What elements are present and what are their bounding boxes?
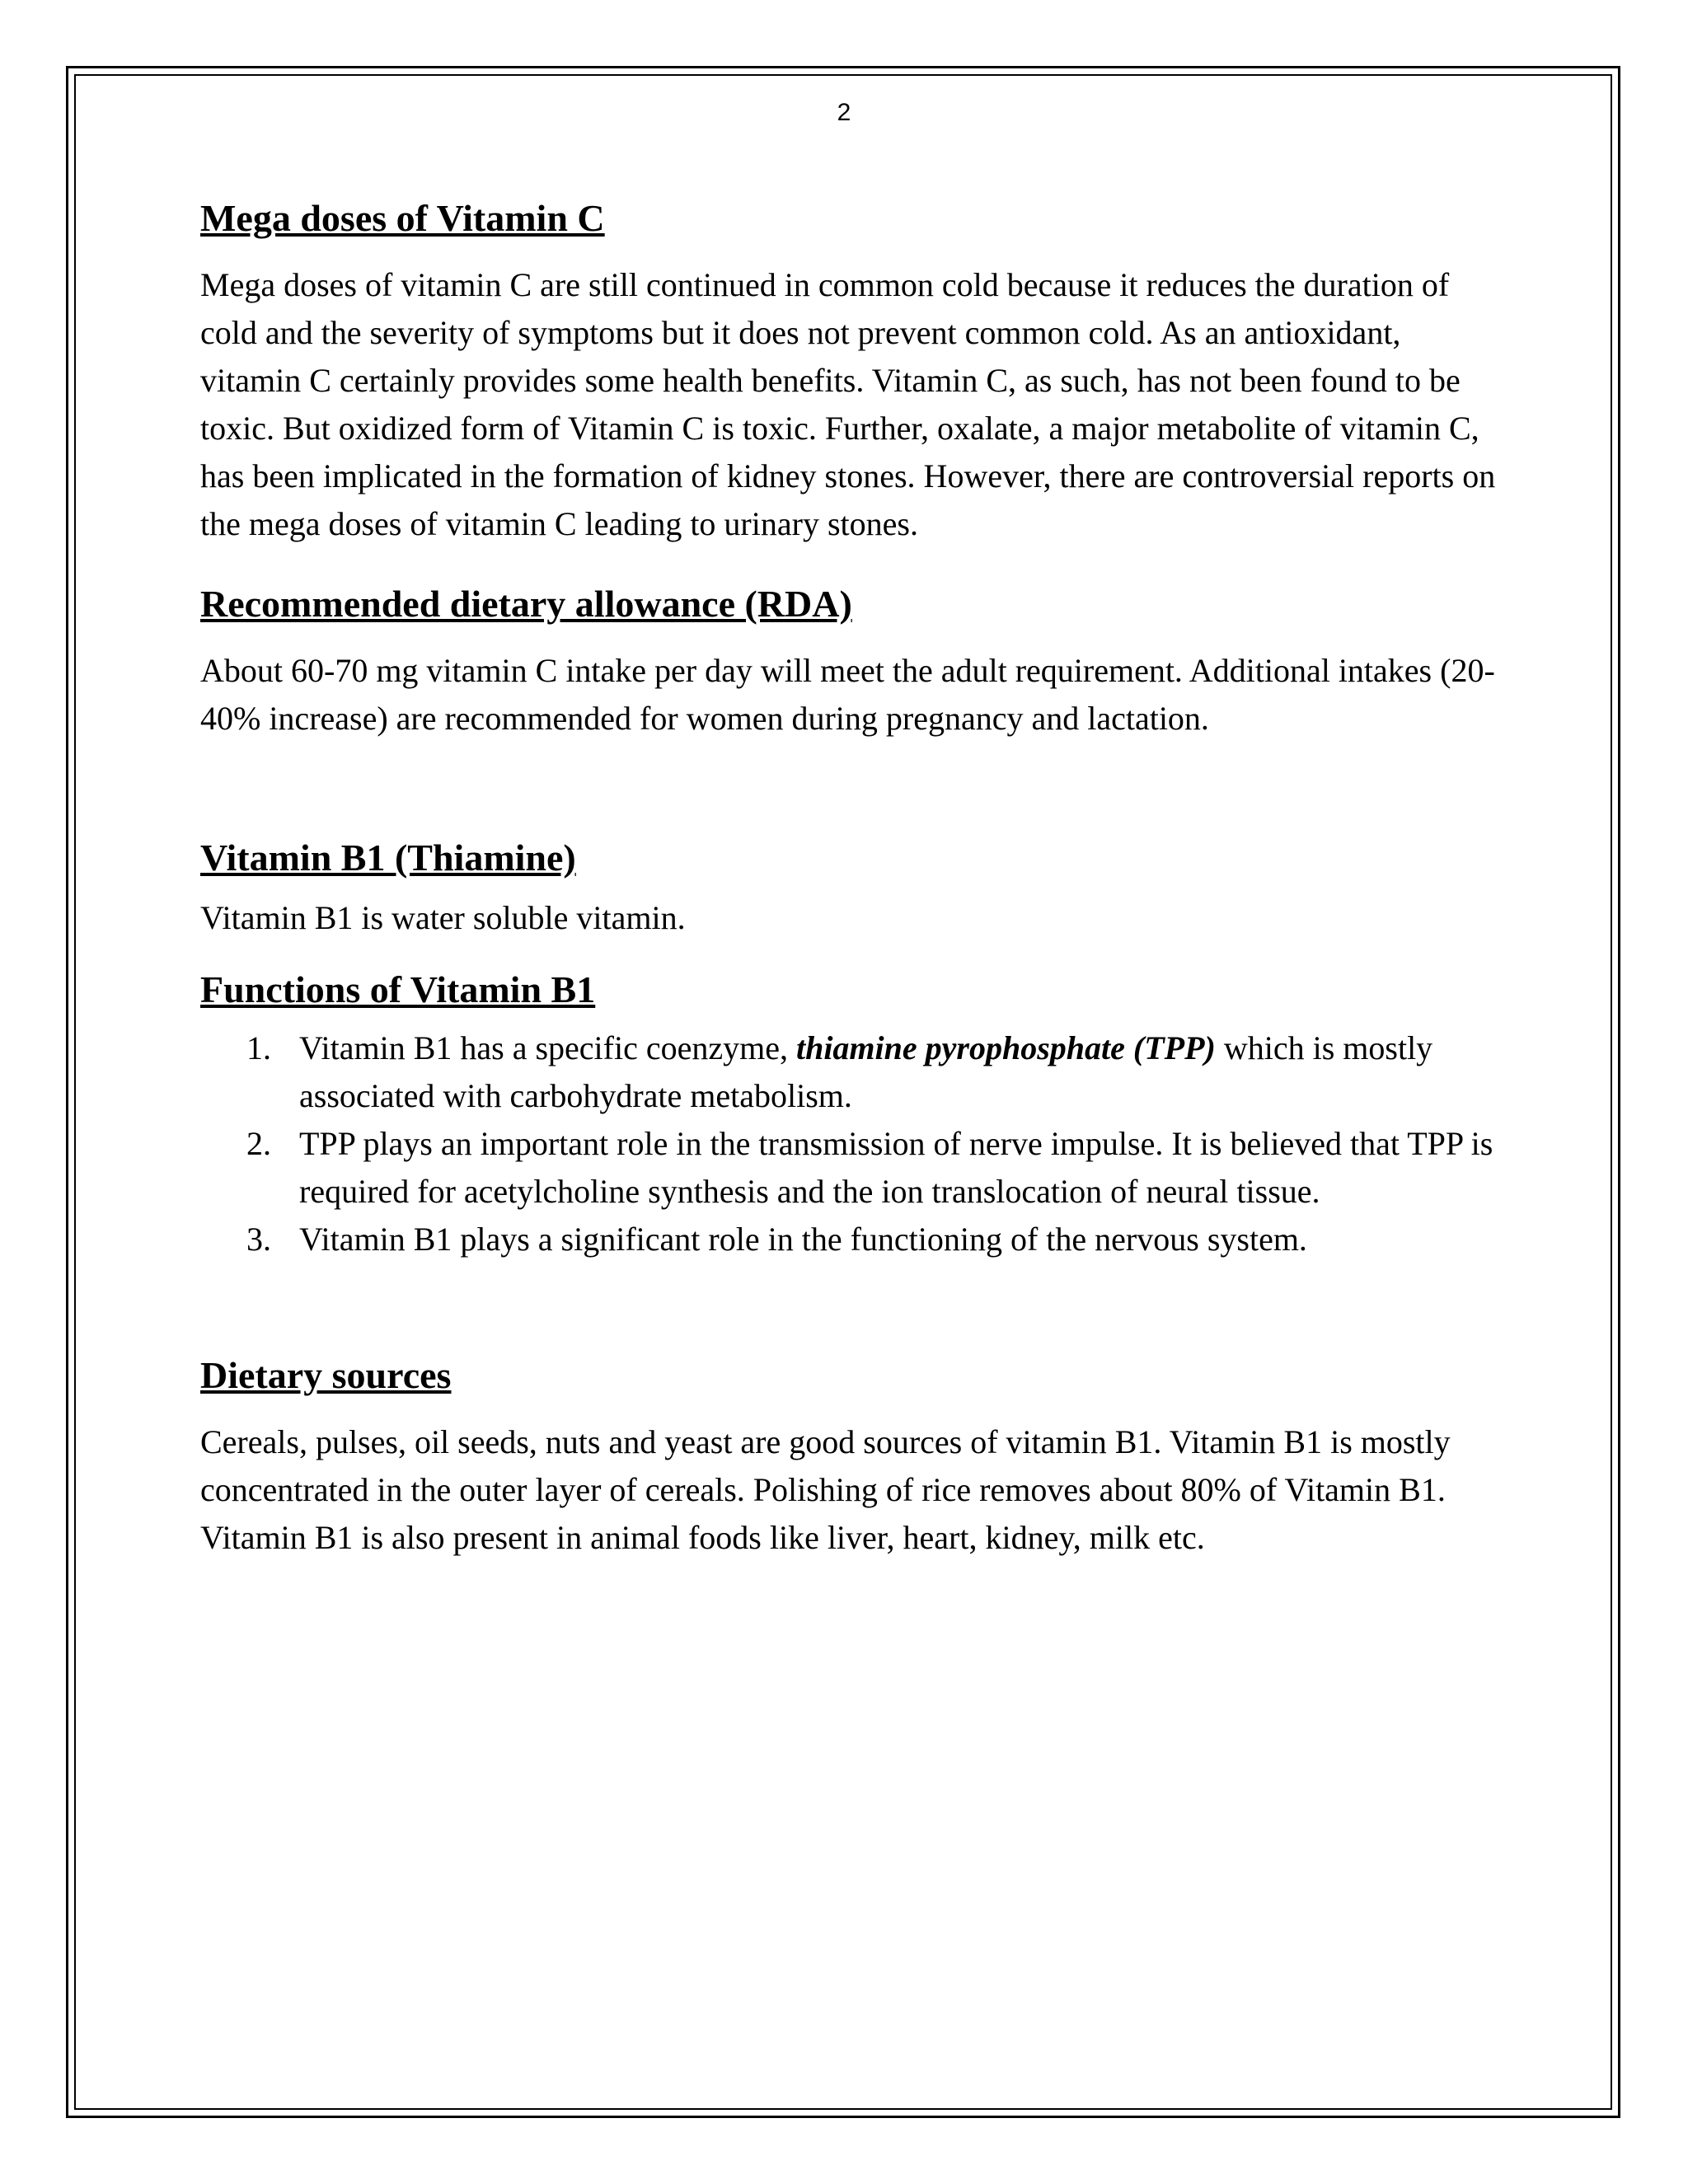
- section-rda: [200, 579, 1503, 743]
- section-paragraph: Vitamin B1 is water soluble vitamin.: [200, 899, 686, 936]
- list-item-number: 3.: [246, 1221, 271, 1258]
- section-heading: Recommended dietary allowance (RDA): [200, 583, 852, 625]
- functions-list: [200, 1024, 1503, 1263]
- list-item-text: Vitamin B1 has a specific coenzyme,: [299, 1029, 796, 1066]
- section-vitamin-b1: [200, 833, 1503, 942]
- list-item: [200, 1120, 1503, 1216]
- list-item: [200, 1216, 1503, 1263]
- list-item-number: 2.: [246, 1125, 271, 1162]
- section-paragraph: About 60-70 mg vitamin C intake per day will meet the adult requirement. Additional intakes (20-40% increase) are recommended for women during pregnancy and lactation.: [200, 652, 1495, 737]
- page-number: 2: [837, 99, 851, 126]
- section-paragraph: Cereals, pulses, oil seeds, nuts and yeast are good sources of vitamin B1. Vitamin B1 is mostly concentrated in the outer layer of cereals. Polishing of rice removes about 80% of Vitamin B1. Vitamin B1 is also present in animal foods like liver, heart, kidney, milk etc.: [200, 1423, 1451, 1556]
- section-dietary-sources: [200, 1351, 1503, 1562]
- list-item-text: Vitamin B1 plays a significant role in the functioning of the nervous system.: [299, 1221, 1307, 1258]
- section-heading: Mega doses of Vitamin C: [200, 197, 605, 239]
- list-item-text: TPP plays an important role in the transmission of nerve impulse. It is believed that TPP is required for acetylcholine synthesis and the ion translocation of neural tissue.: [299, 1125, 1493, 1210]
- section-heading: Functions of Vitamin B1: [200, 968, 596, 1010]
- list-item-text: which is mostly associated with carbohydrate metabolism.: [299, 1029, 1433, 1114]
- section-mega-doses: [200, 194, 1503, 548]
- section-heading: Dietary sources: [200, 1354, 452, 1396]
- section-functions-b1: [200, 965, 1503, 1263]
- section-paragraph: Mega doses of vitamin C are still continued in common cold because it reduces the duration of cold and the severity of symptoms but it does not prevent common cold. As an antioxidant, vitamin C certainly provides some health benefits. Vitamin C, as such, has not been found to be toxic. But oxidized form of Vitamin C is toxic. Further, oxalate, a major metabolite of vitamin C, has been implicated in the formation of kidney stones. However, there are controversial reports on the mega doses of vitamin C leading to urinary stones.: [200, 266, 1496, 542]
- list-item-emphasis: thiamine pyrophosphate (TPP): [795, 1029, 1216, 1066]
- document-body: [200, 194, 1503, 1562]
- section-heading: Vitamin B1 (Thiamine): [200, 837, 576, 879]
- list-item: [200, 1024, 1503, 1120]
- list-item-number: 1.: [246, 1029, 271, 1066]
